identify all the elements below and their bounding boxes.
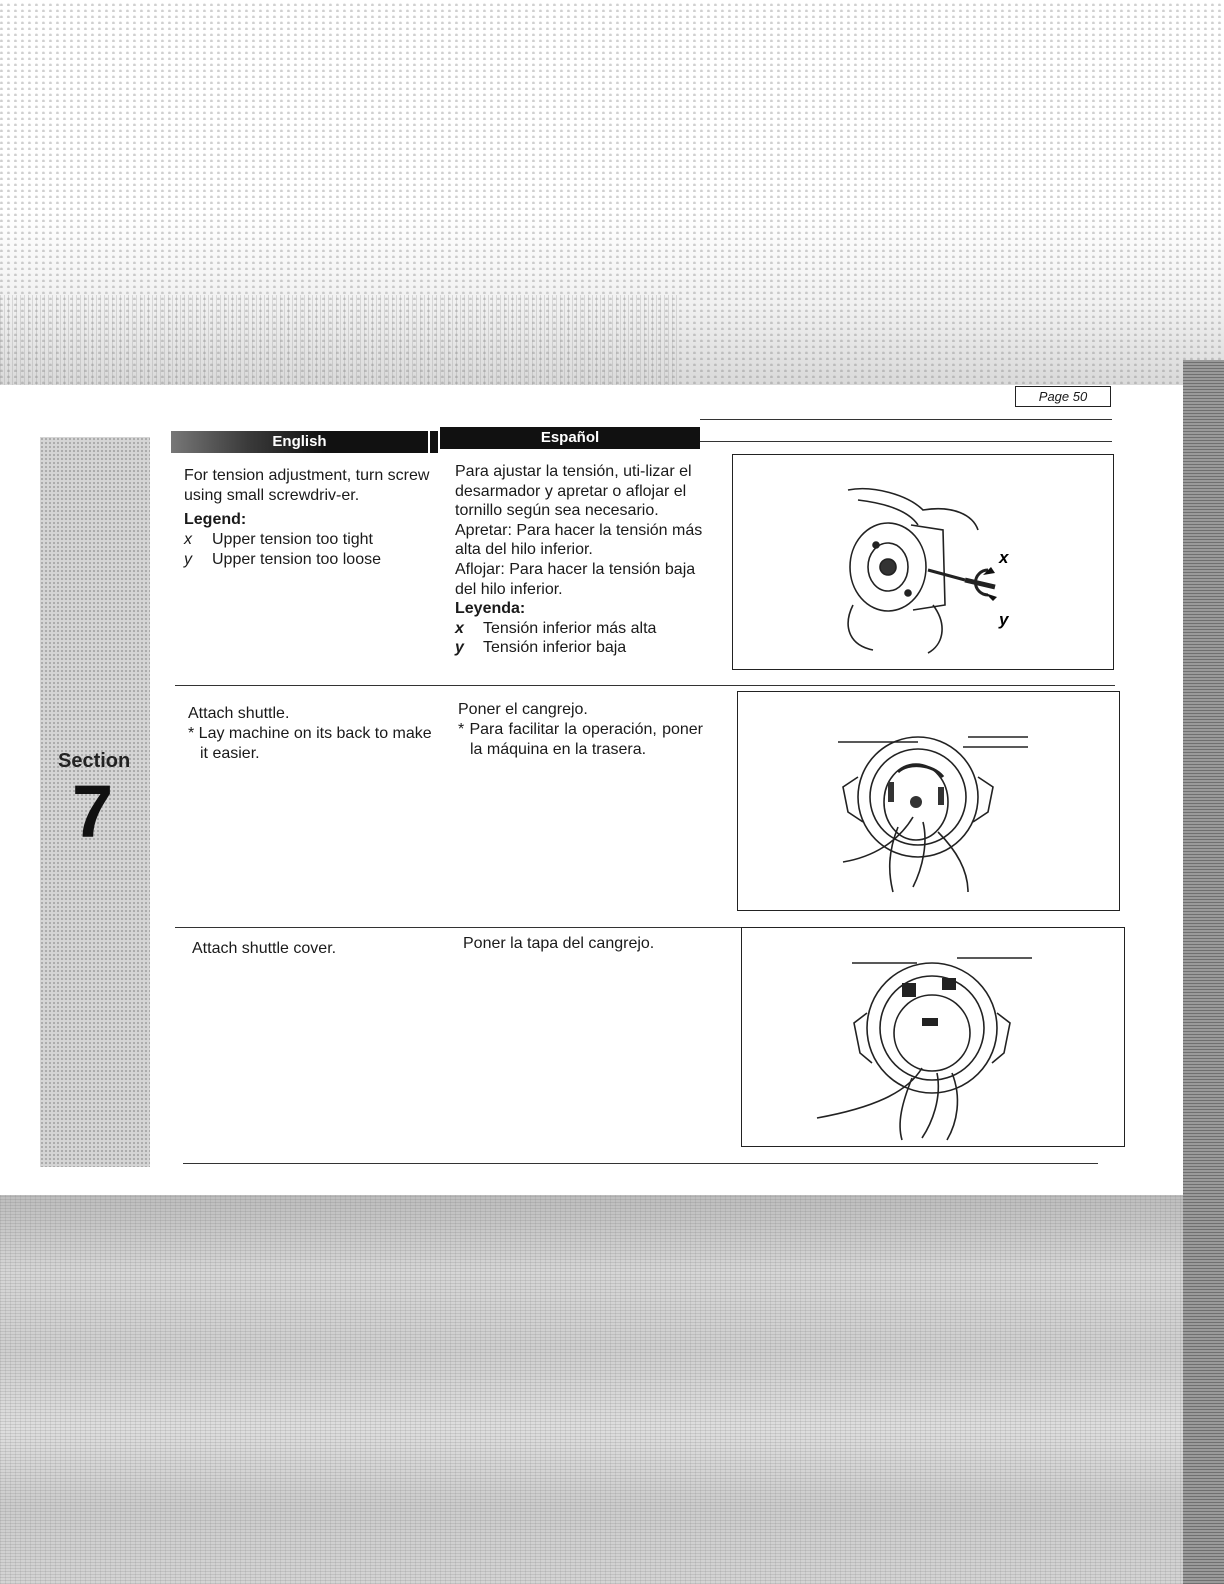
row3-english-text: Attach shuttle cover.: [192, 940, 337, 957]
top-rule: [700, 419, 1112, 420]
legend-key: x: [455, 619, 464, 637]
row2-spanish-text: Poner el cangrejo.: [458, 701, 588, 718]
legend-text: Upper tension too loose: [212, 551, 381, 568]
row1-spanish-line: Apretar: Para hacer la tensión más alta del hilo inferior.: [455, 521, 703, 559]
shuttle-insert-icon: [737, 691, 1120, 911]
page-number: Page 50: [1015, 386, 1111, 407]
row1-english-text: For tension adjustment, turn screw using small screwdriv-er.: [184, 467, 430, 504]
section-number: 7: [72, 770, 114, 853]
header-rule: [700, 441, 1112, 442]
scan-background-top: [0, 0, 1224, 385]
legend-text: Tensión inferior más alta: [483, 619, 657, 637]
row2-english-note: * Lay machine on its back to make it easier.: [188, 725, 432, 762]
row1-spanish-legend-item: [455, 638, 705, 658]
row3-english: [192, 939, 442, 959]
legend-text: Upper tension too tight: [212, 531, 373, 548]
scan-background-bottom: [0, 1195, 1224, 1584]
row2-spanish-note: * Para facilitar la operación, poner la máquina en la trasera.: [458, 721, 703, 758]
shuttle-cover-icon: [741, 927, 1125, 1147]
row1-spanish-legend-item: [455, 619, 705, 639]
row1-spanish-line: Aflojar: Para hacer la tensión baja del hilo inferior.: [455, 560, 696, 598]
illustration-label-x: x: [999, 548, 1009, 567]
row2-spanish: [458, 700, 703, 760]
row3-spanish-text: Poner la tapa del cangrejo.: [463, 935, 655, 952]
legend-key: x: [184, 531, 192, 548]
row1-spanish: [455, 462, 705, 658]
legend-key: y: [455, 639, 464, 657]
row1-legend-title: Legend:: [184, 511, 247, 528]
row1-english: [184, 466, 434, 570]
row1-legend-item: [184, 550, 434, 570]
row2-english-text: Attach shuttle.: [188, 705, 290, 722]
scan-edge-right: [1183, 360, 1224, 1584]
row1-legend-item: [184, 530, 434, 550]
row3-spanish: [463, 934, 713, 954]
row2-english: [188, 704, 438, 764]
bobbin-case-screwdriver-icon: [732, 454, 1114, 670]
header-divider: [428, 431, 440, 453]
bottom-rule: [183, 1163, 1098, 1164]
legend-text: Tensión inferior baja: [483, 639, 627, 657]
section-label: Section: [58, 750, 131, 772]
row1-spanish-legend-title: Leyenda:: [455, 600, 526, 618]
legend-key: y: [184, 551, 192, 568]
illustration-label-y: y: [999, 610, 1009, 629]
column-header-english: English: [171, 431, 428, 453]
row-divider: [175, 685, 1115, 686]
row1-spanish-line: Para ajustar la tensión, uti-lizar el desarmador y apretar o aflojar el tornillo según sea necesario.: [455, 463, 692, 520]
column-header-spanish: Español: [440, 427, 700, 449]
